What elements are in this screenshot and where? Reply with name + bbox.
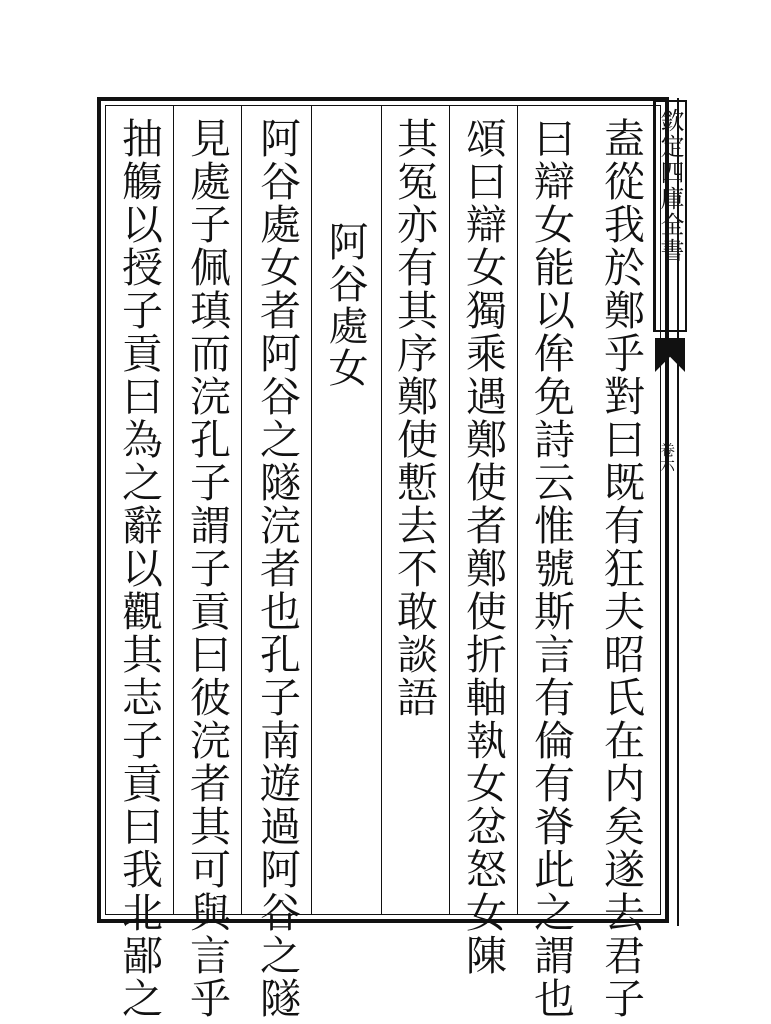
text-column-1: 盍從我於鄭乎對曰既有狂夫昭氏在内矣遂去君子 bbox=[597, 117, 645, 1020]
volume-label: 卷六 bbox=[658, 442, 676, 472]
section-title-column: 阿谷處女 bbox=[322, 221, 368, 389]
column-rule bbox=[173, 105, 174, 915]
column-rule bbox=[517, 105, 518, 915]
column-rule bbox=[311, 105, 312, 915]
text-column-6: 阿谷處女者阿谷之隧浣者也孔子南遊過阿谷之隧 bbox=[253, 117, 301, 1020]
column-rule bbox=[241, 105, 242, 915]
text-column-7: 見處子佩瑱而浣孔子謂子貢曰彼浣者其可與言乎 bbox=[183, 117, 231, 1020]
column-rule bbox=[449, 105, 450, 915]
margin-rule bbox=[677, 98, 679, 926]
text-column-4: 其冤亦有其序鄭使慙去不敢談語 bbox=[390, 117, 438, 719]
text-column-2: 曰辯女能以侔免詩云惟號斯言有倫有脊此之謂也 bbox=[527, 117, 575, 1020]
text-column-8: 抽觴以授子貢曰為之辭以觀其志子貢曰我北鄙之 bbox=[115, 117, 163, 1020]
text-frame bbox=[97, 97, 677, 1020]
text-column-3: 頌曰辯女獨乘遇鄭使者鄭使折軸執女忿怒女陳 bbox=[459, 117, 507, 977]
series-title: 欽定四庫全書 bbox=[653, 100, 687, 332]
column-rule bbox=[381, 105, 382, 915]
